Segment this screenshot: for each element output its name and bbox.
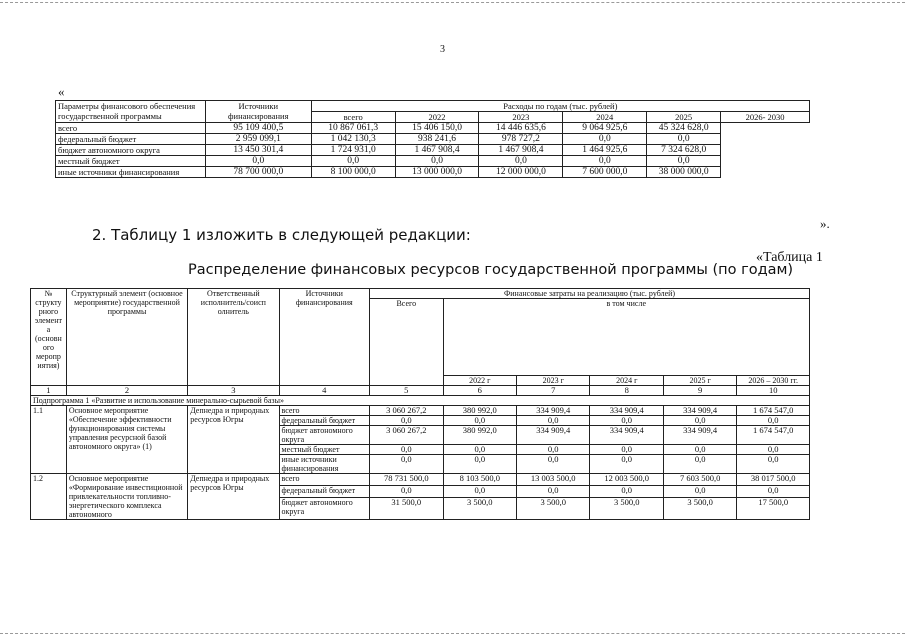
amount-cell: 3 060 267,2 [370, 406, 444, 416]
amount-cell: 0,0 [370, 455, 444, 474]
distribution-table [30, 288, 810, 520]
amount-cell: 9 064 925,6 [563, 123, 647, 134]
amount-cell: 0,0 [563, 156, 647, 167]
amount-cell: 0,0 [737, 416, 810, 426]
year-header: 2026 – 2030 гг. [737, 376, 810, 386]
financing-parameters-table [55, 100, 810, 178]
header-costs: Финансовые затраты на реализацию (тыс. рублей) [370, 289, 810, 299]
column-number: 10 [737, 386, 810, 396]
year-header: 2026- 2030 [721, 112, 810, 123]
item-number: 1.2 [31, 474, 67, 520]
table-row [31, 406, 810, 416]
amount-cell: 7 324 628,0 [647, 145, 721, 156]
year-header: 2023 [479, 112, 563, 123]
amount-cell: 15 406 150,0 [395, 123, 479, 134]
amount-cell: 78 700 000,0 [205, 167, 311, 178]
year-header: 2024 г [590, 376, 663, 386]
amount-cell: 334 909,4 [663, 406, 736, 416]
amount-cell: 31 500,0 [370, 497, 444, 519]
amount-cell: 0,0 [647, 134, 721, 145]
amount-cell: 0,0 [370, 485, 444, 497]
amount-cell: 978 727,2 [479, 134, 563, 145]
sources-header: Источники финансирования [205, 101, 311, 123]
amount-cell: 3 500,0 [443, 497, 516, 519]
amount-cell: 334 909,4 [590, 426, 663, 445]
table-title: Распределение финансовых ресурсов государственной программы (по годам) [188, 262, 794, 278]
subprogram-row: Подпрограмма 1 «Развитие и использование минерально-сырьевой базы» [31, 396, 810, 406]
header-structural-element: Структурный элемент (основное мероприятие) государственной программы [66, 289, 187, 386]
year-header: 2025 г [663, 376, 736, 386]
amount-cell: 3 500,0 [663, 497, 736, 519]
page-number: 3 [440, 44, 445, 55]
amount-cell: 0,0 [663, 445, 736, 455]
amount-cell: 2 959 099,1 [205, 134, 311, 145]
amount-cell: 1 464 925,6 [563, 145, 647, 156]
amount-cell: 95 109 400,5 [205, 123, 311, 134]
amount-cell: 1 467 908,4 [395, 145, 479, 156]
amount-cell: 0,0 [443, 455, 516, 474]
amount-cell: 0,0 [647, 156, 721, 167]
amount-cell: 0,0 [443, 445, 516, 455]
amount-cell: 8 103 500,0 [443, 474, 516, 486]
amount-cell: 938 241,6 [395, 134, 479, 145]
amount-cell: 38 000 000,0 [647, 167, 721, 178]
amount-cell: 334 909,4 [517, 406, 590, 416]
source-label: всего [56, 123, 206, 134]
scan-edge-top [0, 2, 905, 3]
item-name: Основное мероприятие «Формирование инвестиционной привлекательности топливно-энергетического комплекса автономного [66, 474, 187, 520]
params-row [56, 134, 810, 145]
amount-cell: 0,0 [517, 455, 590, 474]
year-header: 2022 [395, 112, 479, 123]
source-label: иные источники финансирования [279, 455, 370, 474]
amount-cell: 0,0 [443, 485, 516, 497]
params-row [56, 167, 810, 178]
amount-cell: 0,0 [370, 416, 444, 426]
amount-cell: 0,0 [590, 455, 663, 474]
table-row [31, 474, 810, 486]
amount-cell: 0,0 [737, 445, 810, 455]
amount-cell: 334 909,4 [663, 426, 736, 445]
amount-cell: 0,0 [563, 134, 647, 145]
amount-cell: 78 731 500,0 [370, 474, 444, 486]
item-responsible: Депнедра и природных ресурсов Югры [188, 474, 279, 520]
header-responsible: Ответственный исполнитель/соисп олнитель [188, 289, 279, 386]
amount-cell: 0,0 [590, 485, 663, 497]
column-number: 8 [590, 386, 663, 396]
source-label: бюджет автономного округа [279, 426, 370, 445]
amount-cell: 0,0 [663, 455, 736, 474]
amount-cell: 0,0 [737, 455, 810, 474]
source-label: местный бюджет [279, 445, 370, 455]
amount-cell: 0,0 [590, 445, 663, 455]
amount-cell: 0,0 [517, 485, 590, 497]
amount-cell: 1 042 130,3 [311, 134, 395, 145]
amount-cell: 0,0 [590, 416, 663, 426]
column-number: 2 [66, 386, 187, 396]
source-label: федеральный бюджет [279, 485, 370, 497]
source-label: бюджет автономного округа [56, 145, 206, 156]
amount-cell: 1 674 547,0 [737, 426, 810, 445]
source-label: всего [279, 474, 370, 486]
amount-cell: 1 467 908,4 [479, 145, 563, 156]
instruction-point-2: 2. Таблицу 1 изложить в следующей редакции: [92, 226, 471, 244]
params-row [56, 145, 810, 156]
amount-cell: 3 500,0 [590, 497, 663, 519]
amount-cell: 13 003 500,0 [517, 474, 590, 486]
year-header: 2024 [563, 112, 647, 123]
params-row [56, 123, 810, 134]
amount-cell: 1 674 547,0 [737, 406, 810, 416]
amount-cell: 13 000 000,0 [395, 167, 479, 178]
source-label: иные источники финансирования [56, 167, 206, 178]
source-label: всего [279, 406, 370, 416]
column-number: 9 [663, 386, 736, 396]
amount-cell: 10 867 061,3 [311, 123, 395, 134]
item-number: 1.1 [31, 406, 67, 474]
source-label: местный бюджет [56, 156, 206, 167]
column-number: 6 [443, 386, 516, 396]
item-responsible: Депнедра и природных ресурсов Югры [188, 406, 279, 474]
amount-cell: 0,0 [517, 416, 590, 426]
amount-cell: 380 992,0 [443, 406, 516, 416]
expenses-span-header: Расходы по годам (тыс. рублей) [311, 101, 809, 112]
column-number: 7 [517, 386, 590, 396]
amount-cell: 7 600 000,0 [563, 167, 647, 178]
amount-cell: 0,0 [311, 156, 395, 167]
amount-cell: 12 000 000,0 [479, 167, 563, 178]
source-label: бюджет автономного округа [279, 497, 370, 519]
amount-cell: 13 450 301,4 [205, 145, 311, 156]
amount-cell: 334 909,4 [590, 406, 663, 416]
amount-cell: 0,0 [663, 416, 736, 426]
table-reference: «Таблица 1 [756, 250, 823, 265]
params-row [56, 156, 810, 167]
amount-cell: 17 500,0 [737, 497, 810, 519]
amount-cell: 3 060 267,2 [370, 426, 444, 445]
year-header: всего [311, 112, 395, 123]
column-number: 4 [279, 386, 370, 396]
amount-cell: 38 017 500,0 [737, 474, 810, 486]
amount-cell: 7 603 500,0 [663, 474, 736, 486]
item-name: Основное мероприятие «Обеспечение эффективности функционирования системы управления ресурсной базой автономного округа» (1) [66, 406, 187, 474]
header-including: в том числе [443, 299, 809, 376]
year-header: 2023 г [517, 376, 590, 386]
header-sources: Источники финансирования [279, 289, 370, 386]
amount-cell: 8 100 000,0 [311, 167, 395, 178]
column-number: 3 [188, 386, 279, 396]
header-number: № структу рного элемент а (основн ого меропр иятия) [31, 289, 67, 386]
column-number: 5 [370, 386, 444, 396]
amount-cell: 0,0 [517, 445, 590, 455]
amount-cell: 334 909,4 [517, 426, 590, 445]
amount-cell: 0,0 [370, 445, 444, 455]
params-title-cell: Параметры финансового обеспечения государственной программы [56, 101, 206, 123]
amount-cell: 0,0 [479, 156, 563, 167]
amount-cell: 0,0 [395, 156, 479, 167]
amount-cell: 380 992,0 [443, 426, 516, 445]
source-label: федеральный бюджет [279, 416, 370, 426]
opening-quote: « [58, 84, 65, 99]
source-label: федеральный бюджет [56, 134, 206, 145]
amount-cell: 3 500,0 [517, 497, 590, 519]
amount-cell: 0,0 [205, 156, 311, 167]
amount-cell: 45 324 628,0 [647, 123, 721, 134]
amount-cell: 0,0 [443, 416, 516, 426]
scan-edge-bottom [0, 633, 905, 634]
closing-quote: ». [820, 216, 830, 231]
amount-cell: 1 724 931,0 [311, 145, 395, 156]
year-header: 2022 г [443, 376, 516, 386]
header-total: Всего [370, 299, 444, 386]
amount-cell: 14 446 635,6 [479, 123, 563, 134]
year-header: 2025 [647, 112, 721, 123]
amount-cell: 12 003 500,0 [590, 474, 663, 486]
amount-cell: 0,0 [663, 485, 736, 497]
column-number: 1 [31, 386, 67, 396]
amount-cell: 0,0 [737, 485, 810, 497]
